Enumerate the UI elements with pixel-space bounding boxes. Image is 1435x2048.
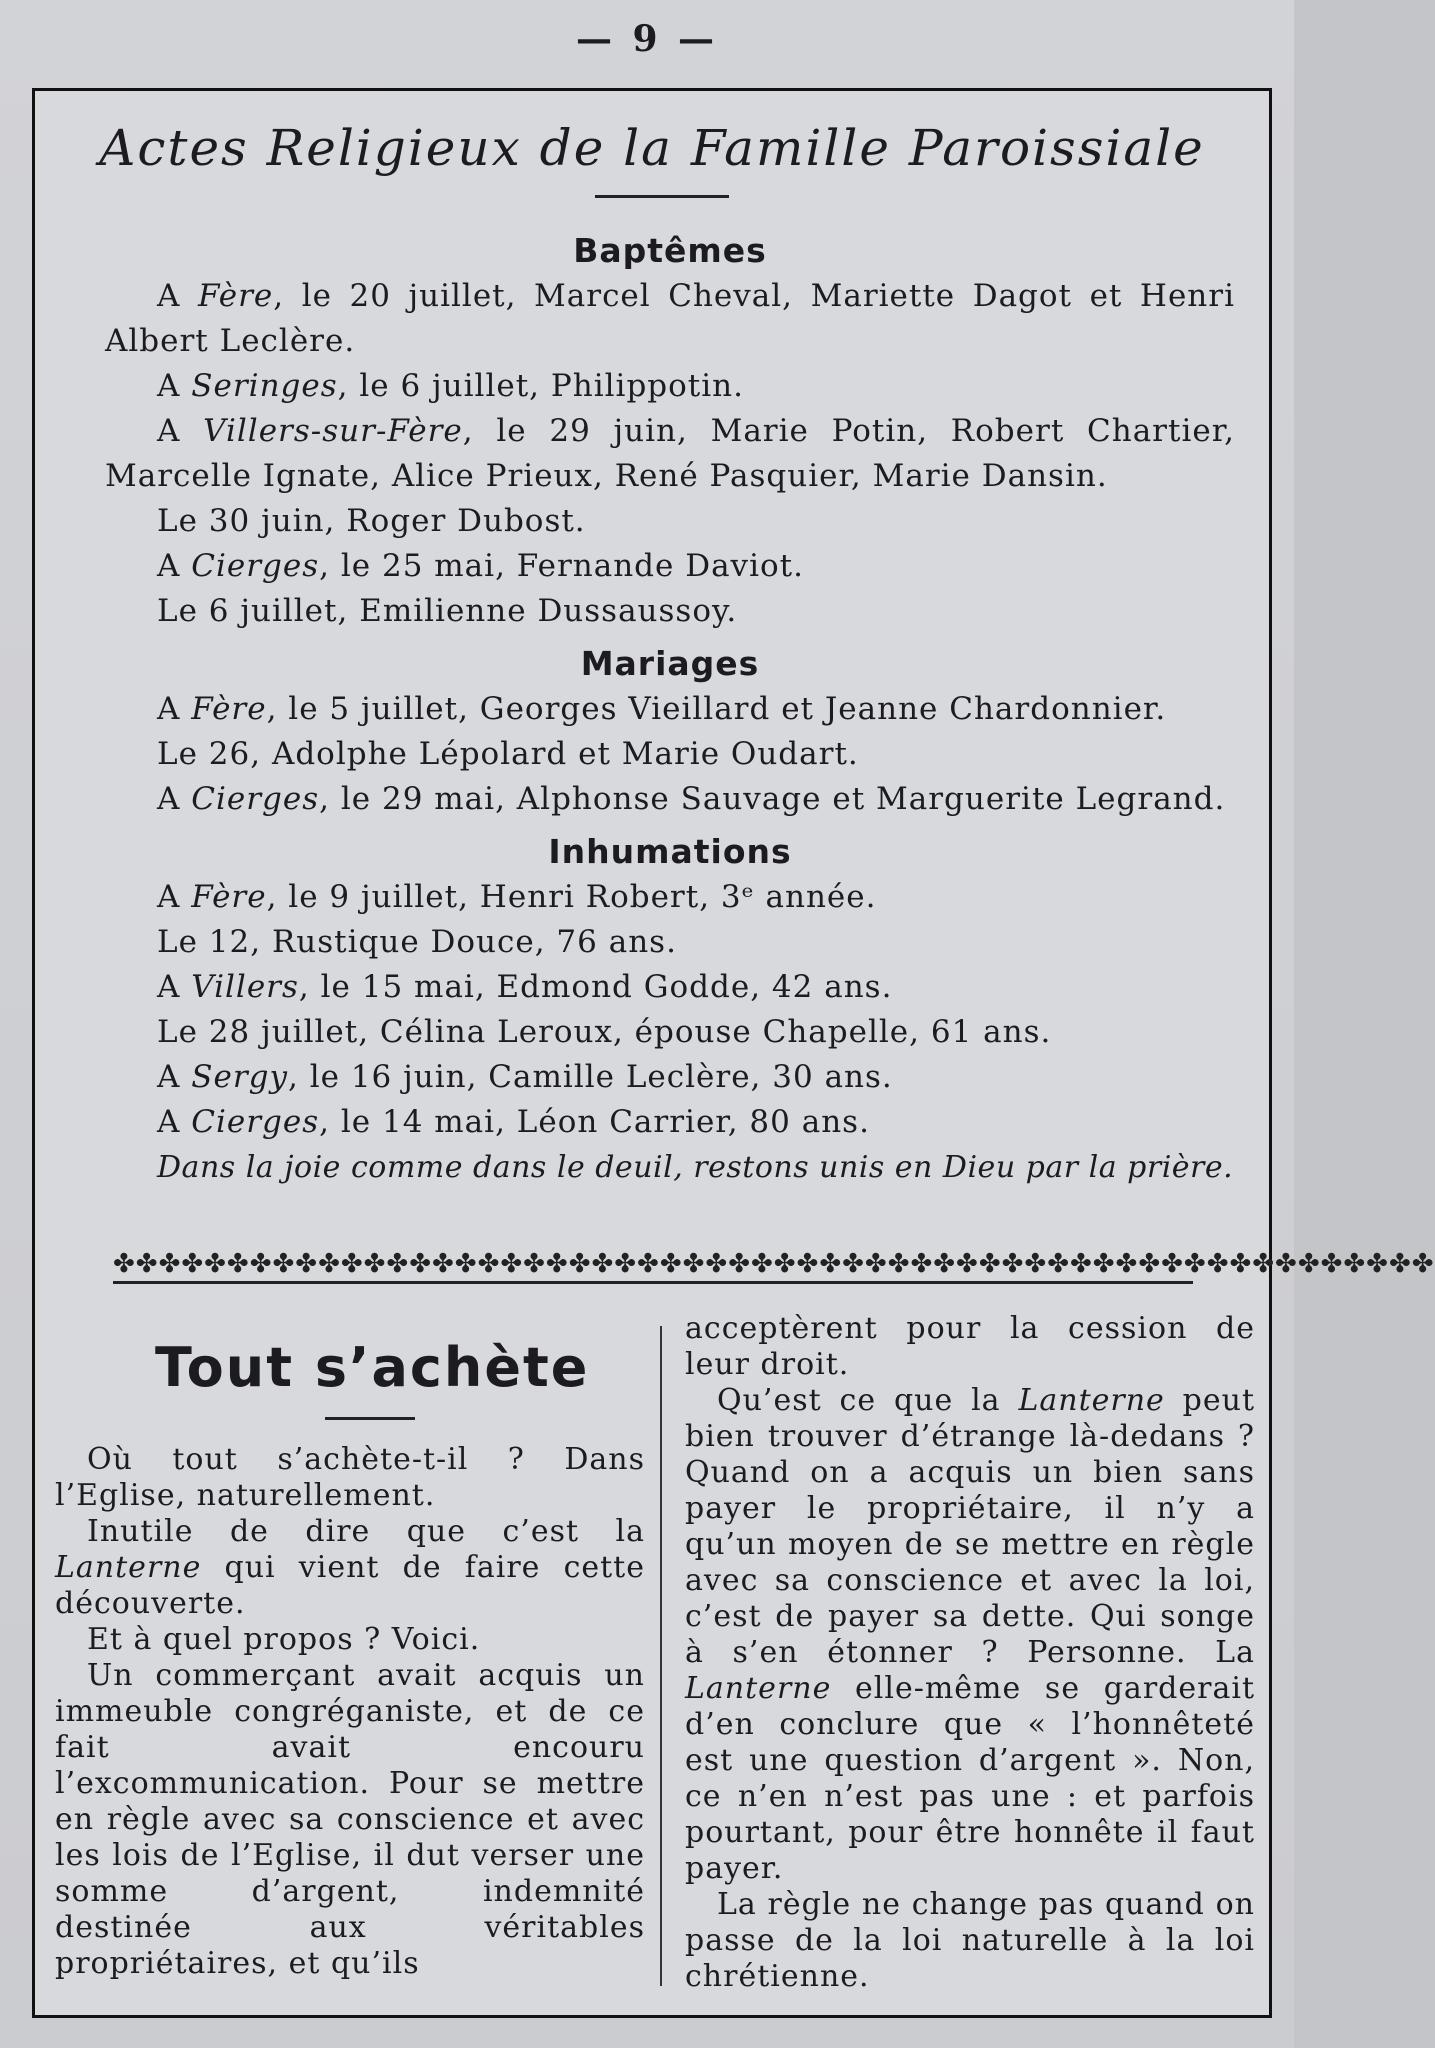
- heading-mariages: Mariages: [580, 644, 760, 683]
- article-paragraph: Inutile de dire que c’est la Lanterne qui vient de faire cette découverte.: [55, 1514, 645, 1621]
- bapteme-entry: A Fère, le 20 juillet, Marcel Cheval, Mariette Dagot et Henri Albert Leclère.: [105, 278, 1235, 359]
- column-divider: [660, 1326, 662, 1986]
- article-paragraph: La règle ne change pas quand on passe de la loi naturelle à la loi chrétienne.: [685, 1887, 1255, 1994]
- actes-section: [105, 221, 1235, 1190]
- inhumation-entry: A Fère, le 9 juillet, Henri Robert, 3ᵉ année.: [157, 879, 877, 915]
- article-paragraph: Et à quel propos ? Voici.: [87, 1622, 481, 1657]
- heading-inhumations: Inhumations: [548, 832, 792, 871]
- content-frame: [32, 88, 1435, 2018]
- heading-baptemes: Baptêmes: [573, 231, 767, 270]
- inhumation-entry: A Sergy, le 16 juin, Camille Leclère, 30 ans.: [157, 1059, 893, 1095]
- bapteme-entry: Le 6 juillet, Emilienne Dussaussoy.: [157, 593, 738, 629]
- article-paragraph: acceptèrent pour la cession de leur droit.: [685, 1311, 1255, 1382]
- inhumation-entry: A Villers, le 15 mai, Edmond Godde, 42 ans.: [157, 969, 893, 1005]
- bapteme-entry: A Cierges, le 25 mai, Fernande Daviot.: [157, 548, 804, 584]
- inhumation-entry: Le 12, Rustique Douce, 76 ans.: [157, 924, 677, 960]
- title-rule: [595, 195, 729, 198]
- closing-line: Dans la joie comme dans le deuil, restons unis en Dieu par la prière.: [157, 1150, 1234, 1185]
- bapteme-entry: Le 30 juin, Roger Dubost.: [157, 503, 586, 539]
- bapteme-entry: A Villers-sur-Fère, le 29 juin, Marie Potin, Robert Chartier, Marcelle Ignate, Alice Prieux, René Pasquier, Marie Dansin.: [105, 413, 1235, 494]
- article-paragraph: Un commerçant avait acquis un immeuble congréganiste, et de ce fait avait encouru l’excommunication. Pour se mettre en règle avec sa conscience et avec les lois de l’Eglise, il dut verser une somme d’argent, indemnité destinée aux véritables propriétaires, et qu’ils: [55, 1658, 645, 1981]
- mariage-entry: Le 26, Adolphe Lépolard et Marie Oudart.: [157, 736, 859, 772]
- article-paragraph: Qu’est ce que la Lanterne peut bien trouver d’étrange là-dedans ? Quand on a acquis un bien sans payer le propriétaire, il n’y a qu’un moyen de se mettre en règle avec sa conscience et avec la loi, c’est de payer sa dette. Qui songe à s’en étonner ? Personne. La Lanterne elle-même se garderait d’en conclure que « l’honnêteté est une question d’argent ». Non, ce n’en n’est pas une : et parfois pourtant, pour être honnête il faut payer.: [685, 1383, 1255, 1886]
- mariage-entry: A Fère, le 5 juillet, Georges Vieillard et Jeanne Chardonnier.: [157, 691, 1167, 727]
- ornament-divider: ✤✤✤✤✤✤✤✤✤✤✤✤✤✤✤✤✤✤✤✤✤✤✤✤✤✤✤✤✤✤✤✤✤✤✤✤✤✤✤✤✤✤✤✤✤✤✤✤✤✤✤✤✤✤✤✤✤✤: [113, 1249, 1193, 1284]
- inhumation-entry: Le 28 juillet, Célina Leroux, épouse Chapelle, 61 ans.: [157, 1014, 1052, 1050]
- inhumation-entry: A Cierges, le 14 mai, Léon Carrier, 80 ans.: [157, 1104, 870, 1140]
- mariage-entry: A Cierges, le 29 mai, Alphonse Sauvage et Marguerite Legrand.: [157, 781, 1226, 817]
- page-number: — 9 —: [575, 18, 719, 60]
- main-title: Actes Religieux de la Famille Paroissiale: [99, 119, 1205, 177]
- article-title-rule: [325, 1417, 415, 1420]
- article-right-column: [685, 1311, 1255, 1995]
- bapteme-entry: A Seringes, le 6 juillet, Philippotin.: [157, 368, 744, 404]
- article-left-column: [55, 1316, 645, 1982]
- article-paragraph: Où tout s’achète-t-il ? Dans l’Eglise, naturellement.: [55, 1442, 645, 1513]
- article-title: Tout s’achète: [155, 1336, 590, 1399]
